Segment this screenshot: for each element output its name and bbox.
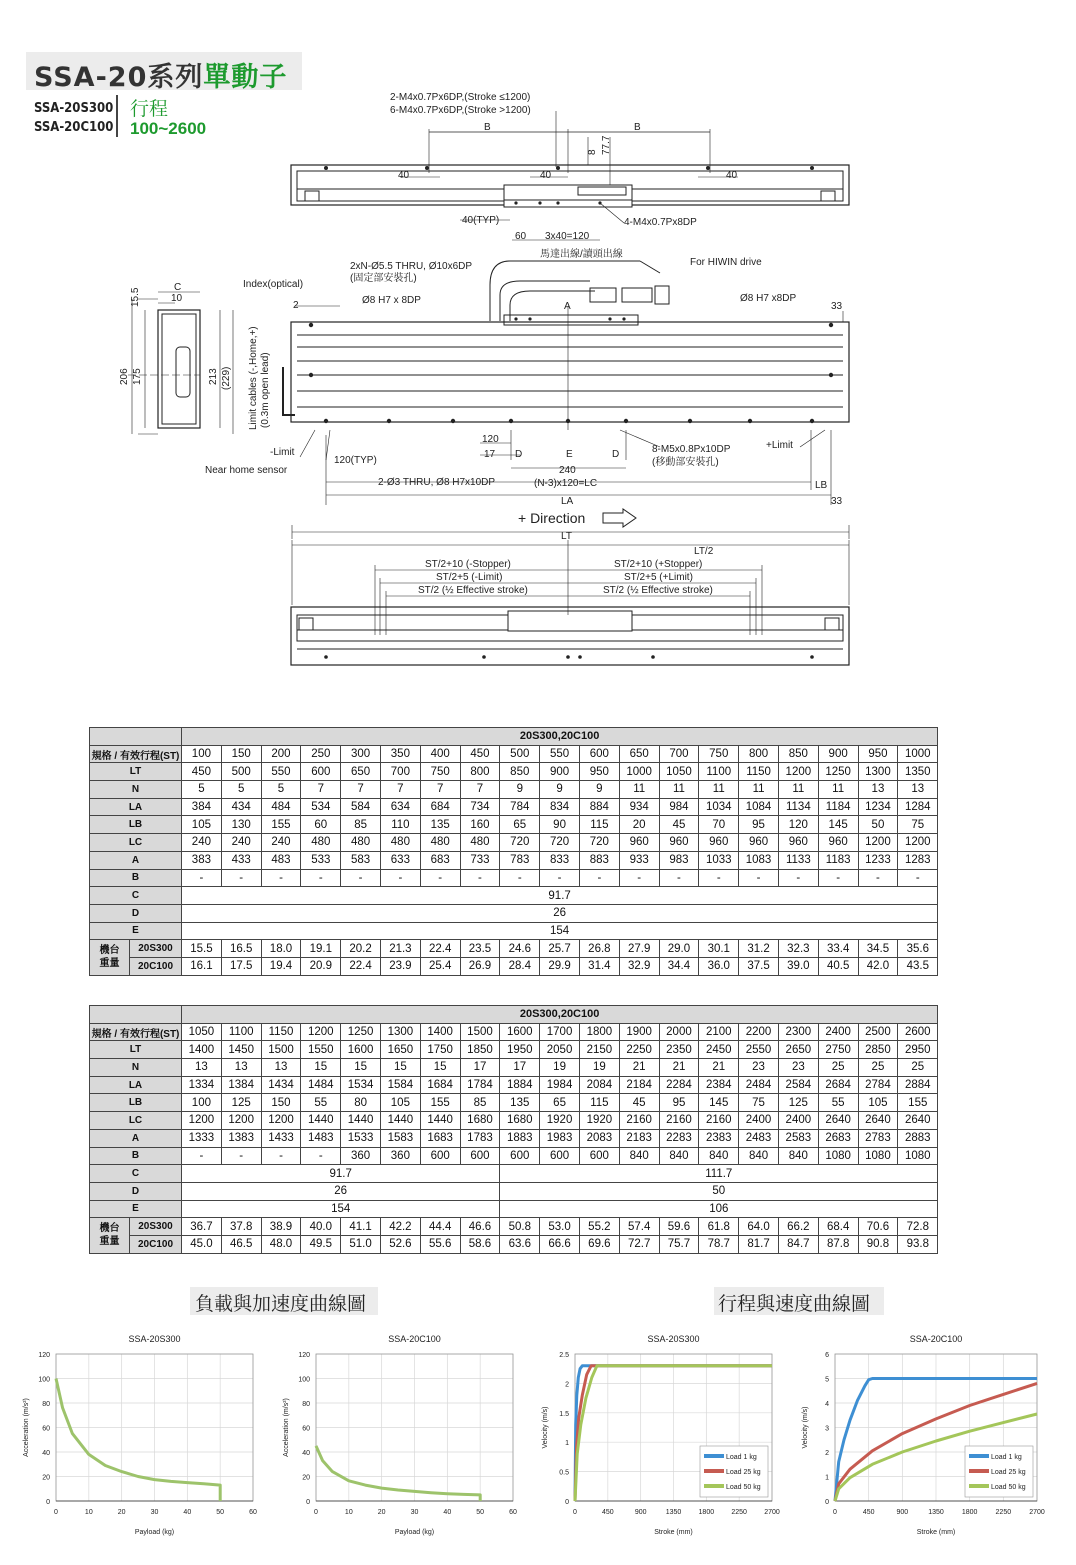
svg-text:120: 120 xyxy=(482,434,499,445)
table-row: 20C100 16.1 17.5 19.4 20.9 22.4 23.9 25.4 26.9 28.4 29.9 31.4 32.9 34.4 36.0 37.5 39.0 40.5 42.0 43.5 xyxy=(90,957,938,975)
svg-text:10: 10 xyxy=(171,293,183,304)
chart-title: SSA-20C100 xyxy=(909,1334,963,1344)
svg-text:E: E xyxy=(566,449,573,460)
y-axis-label: Acceleration (m/s²) xyxy=(283,1398,290,1457)
table-row: 機台 重量 20S300 15.5 16.5 18.0 19.1 20.2 21.3 22.4 23.5 24.6 25.7 26.8 27.9 29.0 30.1 31.2 32.3 33.4 34.5 35.6 xyxy=(90,940,938,958)
stroke-label: 行程 xyxy=(130,99,169,120)
svg-text:Near home sensor: Near home sensor xyxy=(205,465,288,476)
svg-text:ST/2+10 (+Stopper): ST/2+10 (+Stopper) xyxy=(614,559,703,570)
x-tick-label: 50 xyxy=(476,1509,485,1516)
y-tick-label: 100 xyxy=(38,1376,50,1384)
table-row: N 13 13 13 15 15 15 15 17 17 19 19 21 21 21 23 23 25 25 25 xyxy=(90,1059,938,1077)
bottom-view xyxy=(291,540,849,665)
x-tick-label: 0 xyxy=(573,1509,577,1516)
svg-text:LB: LB xyxy=(815,480,828,491)
x-tick-label: 20 xyxy=(377,1509,386,1516)
svg-text:6-M4x0.7Px6DP,(Stroke >1200): 6-M4x0.7Px6DP,(Stroke >1200) xyxy=(390,105,531,116)
x-tick-label: 0 xyxy=(314,1509,318,1516)
table-row: C 91.7 xyxy=(90,887,938,905)
svg-text:40(TYP): 40(TYP) xyxy=(462,215,500,226)
svg-text:(229): (229) xyxy=(221,366,232,390)
table-row: B - - - - 360 360 600 600 600 600 600 840 840 840 840 840 1080 1080 1080 xyxy=(90,1147,938,1165)
y-tick-label: 2 xyxy=(565,1381,569,1389)
x-tick-label: 0 xyxy=(833,1509,837,1516)
legend-label: Load 50 kg xyxy=(726,1484,761,1491)
chart-velocity-20c100 xyxy=(797,1325,1057,1540)
svg-text:C: C xyxy=(174,282,182,293)
y-tick-label: 1 xyxy=(565,1440,569,1448)
table-row: LC 1200 1200 1200 1440 1440 1440 1440 1680 1680 1920 1920 2160 2160 2160 2400 2400 2640 2640 2640 xyxy=(90,1112,938,1130)
table-row: LA 1334 1384 1434 1484 1534 1584 1684 1784 1884 1984 2084 2184 2284 2384 2484 2584 2684 2784 2884 xyxy=(90,1076,938,1094)
svg-text:4-M4x0.7Px8DP: 4-M4x0.7Px8DP xyxy=(624,217,697,228)
x-tick-label: 30 xyxy=(410,1509,419,1516)
x-tick-label: 1350 xyxy=(928,1509,944,1516)
svg-text:+Limit: +Limit xyxy=(766,440,793,451)
svg-text:D: D xyxy=(515,449,523,460)
svg-text:2: 2 xyxy=(293,300,299,311)
y-tick-label: 0 xyxy=(825,1499,829,1506)
svg-text:ST/2+10 (-Stopper): ST/2+10 (-Stopper) xyxy=(425,559,511,570)
table-row: D 26 xyxy=(90,904,938,922)
top-view xyxy=(291,111,849,240)
y-tick-label: 1.5 xyxy=(559,1410,569,1418)
y-tick-label: 20 xyxy=(42,1474,50,1482)
svg-text:LT/2: LT/2 xyxy=(694,546,714,557)
svg-text:LT: LT xyxy=(561,531,572,542)
svg-text:Ø8 H7 x 8DP: Ø8 H7 x 8DP xyxy=(362,295,421,306)
table-row: N 5 5 5 7 7 7 7 7 9 9 9 11 11 11 11 11 11 13 13 xyxy=(90,781,938,799)
y-tick-label: 80 xyxy=(42,1401,50,1408)
svg-text:ST/2+5 (-Limit): ST/2+5 (-Limit) xyxy=(436,572,503,583)
x-tick-label: 1800 xyxy=(961,1509,978,1516)
y-tick-label: 0 xyxy=(306,1499,310,1506)
table-row: LA 384 434 484 534 584 634 684 734 784 834 884 934 984 1034 1084 1134 1184 1234 1284 xyxy=(90,798,938,816)
x-tick-label: 1800 xyxy=(698,1509,715,1516)
side-view xyxy=(128,292,233,434)
svg-text:2-Ø3 THRU, Ø8 H7x10DP: 2-Ø3 THRU, Ø8 H7x10DP xyxy=(378,477,496,488)
svg-text:120(TYP): 120(TYP) xyxy=(334,455,377,466)
y-tick-label: 40 xyxy=(42,1450,50,1457)
x-tick-label: 10 xyxy=(344,1509,353,1516)
svg-text:33: 33 xyxy=(831,496,843,507)
x-tick-label: 40 xyxy=(443,1509,452,1516)
svg-text:ST/2+5 (+Limit): ST/2+5 (+Limit) xyxy=(624,572,693,583)
y-tick-label: 2 xyxy=(825,1450,829,1457)
x-axis-label: Stroke (mm) xyxy=(654,1529,693,1536)
svg-text:A: A xyxy=(564,301,571,312)
svg-text:2xN-Ø5.5 THRU, Ø10x6DP: 2xN-Ø5.5 THRU, Ø10x6DP xyxy=(350,261,473,272)
legend-label: Load 50 kg xyxy=(991,1484,1026,1491)
y-tick-label: 60 xyxy=(42,1425,50,1433)
svg-text:(0.3m open lead): (0.3m open lead) xyxy=(260,352,271,428)
svg-text:40: 40 xyxy=(540,170,552,181)
table-row: E 154 106 xyxy=(90,1200,938,1218)
y-tick-label: 1 xyxy=(825,1474,829,1482)
svg-text:2-M4x0.7Px6DP,(Stroke ≤1200): 2-M4x0.7Px6DP,(Stroke ≤1200) xyxy=(390,92,531,103)
table-row: 20C100 45.0 46.5 48.0 49.5 51.0 52.6 55.6 58.6 63.6 66.6 69.6 72.7 75.7 78.7 81.7 84.7 87.8 90.8 93.8 xyxy=(90,1235,938,1253)
x-tick-label: 2700 xyxy=(1029,1509,1045,1516)
x-tick-label: 2700 xyxy=(764,1509,780,1516)
table-row: A 1333 1383 1433 1483 1533 1583 1683 1783 1883 1983 2083 2183 2283 2383 2483 2583 2683 2783 2883 xyxy=(90,1129,938,1147)
y-tick-label: 4 xyxy=(825,1401,829,1408)
chart-accel-20c100 xyxy=(278,1325,533,1540)
x-axis-label: Payload (kg) xyxy=(394,1529,435,1536)
y-tick-label: 0 xyxy=(46,1499,50,1506)
x-axis-label: Stroke (mm) xyxy=(916,1529,956,1536)
svg-text:40: 40 xyxy=(398,170,410,181)
series-line xyxy=(56,1379,220,1502)
y-tick-label: 100 xyxy=(298,1376,310,1384)
svg-text:33: 33 xyxy=(831,301,843,312)
y-axis-label: Acceleration (m/s²) xyxy=(23,1398,30,1457)
table-row: LC 240 240 240 480 480 480 480 480 720 720 720 960 960 960 960 960 960 1200 1200 xyxy=(90,834,938,852)
x-tick-label: 900 xyxy=(634,1509,647,1516)
section-title-speed: 行程與速度曲線圖 xyxy=(718,1293,871,1315)
page-title: SSA-20系列單動子 xyxy=(34,62,288,93)
svg-text:(移動部安裝孔): (移動部安裝孔) xyxy=(652,457,719,468)
svg-text:+ Direction: + Direction xyxy=(518,510,586,526)
x-tick-label: 30 xyxy=(150,1509,159,1516)
svg-text:40: 40 xyxy=(726,170,738,181)
table-row: 規格 / 有效行程(ST) 100 150 200 250 300 350 400 450 500 550 600 650 700 750 800 850 900 950 1000 xyxy=(90,745,938,763)
svg-text:LA: LA xyxy=(561,496,574,507)
table-row: 機台 重量 20S300 36.7 37.8 38.9 40.0 41.1 42.2 44.4 46.6 50.8 53.0 55.2 57.4 59.6 61.8 64.0 66.2 68.4 70.6 72.8 xyxy=(90,1218,938,1236)
spec-table-1 xyxy=(89,727,938,976)
svg-text:15.5: 15.5 xyxy=(130,287,141,307)
y-tick-label: 0 xyxy=(565,1499,569,1506)
chart-title: SSA-20S300 xyxy=(128,1334,181,1344)
x-tick-label: 60 xyxy=(509,1509,517,1516)
y-tick-label: 80 xyxy=(302,1401,310,1408)
x-tick-label: 1350 xyxy=(665,1509,682,1516)
spec-table-2 xyxy=(89,1005,938,1254)
svg-text:For HIWIN drive: For HIWIN drive xyxy=(690,257,762,268)
table-row: LT 1400 1450 1500 1550 1600 1650 1750 1850 1950 2050 2150 2250 2350 2450 2550 2650 2750 2850 2950 xyxy=(90,1041,938,1059)
svg-text:D: D xyxy=(612,449,620,460)
table-row: C 91.7 111.7 xyxy=(90,1165,938,1183)
table-title: 20S300,20C100 xyxy=(182,1006,938,1024)
x-tick-label: 20 xyxy=(117,1509,126,1516)
svg-text:240: 240 xyxy=(559,465,576,476)
svg-text:77.7: 77.7 xyxy=(601,135,612,155)
y-tick-label: 0.5 xyxy=(559,1469,569,1477)
svg-text:Index(optical): Index(optical) xyxy=(243,279,304,290)
svg-text:8: 8 xyxy=(587,149,598,155)
table-row: E 154 xyxy=(90,922,938,940)
chart-title: SSA-20S300 xyxy=(647,1334,700,1344)
y-tick-label: 120 xyxy=(298,1352,310,1359)
svg-text:Limit cables (-,Home,+): Limit cables (-,Home,+) xyxy=(248,326,259,430)
svg-text:-Limit: -Limit xyxy=(270,447,295,458)
x-tick-label: 0 xyxy=(54,1509,58,1516)
svg-text:馬達出線/讀頭出線: 馬達出線/讀頭出線 xyxy=(540,249,623,260)
svg-text:(N-3)x120=LC: (N-3)x120=LC xyxy=(534,478,598,489)
table-row: LB 100 125 150 55 80 105 155 85 135 65 115 45 95 145 75 125 55 105 155 xyxy=(90,1094,938,1112)
y-tick-label: 40 xyxy=(302,1450,310,1457)
svg-text:175: 175 xyxy=(132,368,143,385)
y-axis-label: Velocity (m/s) xyxy=(802,1406,809,1449)
x-tick-label: 50 xyxy=(216,1509,225,1516)
y-tick-label: 3 xyxy=(825,1425,829,1433)
chart-velocity-20s300 xyxy=(537,1325,792,1540)
y-tick-label: 6 xyxy=(825,1352,829,1359)
x-tick-label: 450 xyxy=(601,1509,614,1516)
svg-text:213: 213 xyxy=(208,368,219,385)
stroke-range: 100~2600 xyxy=(130,119,207,138)
x-tick-label: 10 xyxy=(84,1509,93,1516)
svg-text:17: 17 xyxy=(484,449,496,460)
y-tick-label: 2.5 xyxy=(559,1352,569,1359)
svg-text:Ø8 H7 x8DP: Ø8 H7 x8DP xyxy=(740,293,797,304)
legend-label: Load 25 kg xyxy=(726,1469,761,1476)
table-row: B - - - - - - - - - - - - - - - - - - - xyxy=(90,869,938,887)
svg-text:B: B xyxy=(484,122,491,133)
svg-text:60: 60 xyxy=(515,231,527,242)
y-tick-label: 5 xyxy=(825,1376,829,1384)
table-row: LB 105 130 155 60 85 110 135 160 65 90 115 20 45 70 95 120 145 50 75 xyxy=(90,816,938,834)
legend-label: Load 25 kg xyxy=(991,1469,1026,1476)
svg-text:206: 206 xyxy=(119,368,130,385)
series-line xyxy=(316,1446,480,1501)
x-axis-label: Payload (kg) xyxy=(134,1529,175,1536)
table-row: D 26 50 xyxy=(90,1182,938,1200)
model-20c100: SSA-20C100 xyxy=(34,120,114,135)
svg-text:ST/2 (½ Effective stroke): ST/2 (½ Effective stroke) xyxy=(603,585,713,596)
svg-text:(固定部安裝孔): (固定部安裝孔) xyxy=(350,273,417,284)
x-tick-label: 60 xyxy=(249,1509,257,1516)
chart-title: SSA-20C100 xyxy=(388,1334,441,1344)
y-tick-label: 60 xyxy=(302,1425,310,1433)
chart-accel-20s300 xyxy=(18,1325,273,1540)
svg-text:ST/2 (½ Effective stroke): ST/2 (½ Effective stroke) xyxy=(418,585,528,596)
section-title-accel: 負載與加速度曲線圖 xyxy=(195,1293,367,1315)
table-row: A 383 433 483 533 583 633 683 733 783 833 883 933 983 1033 1083 1133 1183 1233 1283 xyxy=(90,851,938,869)
svg-text:B: B xyxy=(634,122,641,133)
svg-text:8-M5x0.8Px10DP: 8-M5x0.8Px10DP xyxy=(652,444,731,455)
legend-label: Load 1 kg xyxy=(991,1454,1022,1461)
y-tick-label: 120 xyxy=(38,1352,50,1359)
y-axis-label: Velocity (m/s) xyxy=(542,1406,549,1449)
x-tick-label: 450 xyxy=(862,1509,875,1516)
dimension-drawing xyxy=(0,85,1076,705)
x-tick-label: 900 xyxy=(896,1509,909,1516)
table-title: 20S300,20C100 xyxy=(182,728,938,746)
table-row: 規格 / 有效行程(ST) 1050 1100 1150 1200 1250 1300 1400 1500 1600 1700 1800 1900 2000 2100 2200 2300 2400 2500 2600 xyxy=(90,1023,938,1041)
svg-text:3x40=120: 3x40=120 xyxy=(545,231,590,242)
y-tick-label: 20 xyxy=(302,1474,310,1482)
x-tick-label: 2250 xyxy=(995,1509,1012,1516)
legend-label: Load 1 kg xyxy=(726,1454,757,1461)
table-row: LT 450 500 550 600 650 700 750 800 850 900 950 1000 1050 1100 1150 1200 1250 1300 1350 xyxy=(90,763,938,781)
model-20s300: SSA-20S300 xyxy=(34,101,114,116)
x-tick-label: 40 xyxy=(183,1509,192,1516)
x-tick-label: 2250 xyxy=(731,1509,747,1516)
